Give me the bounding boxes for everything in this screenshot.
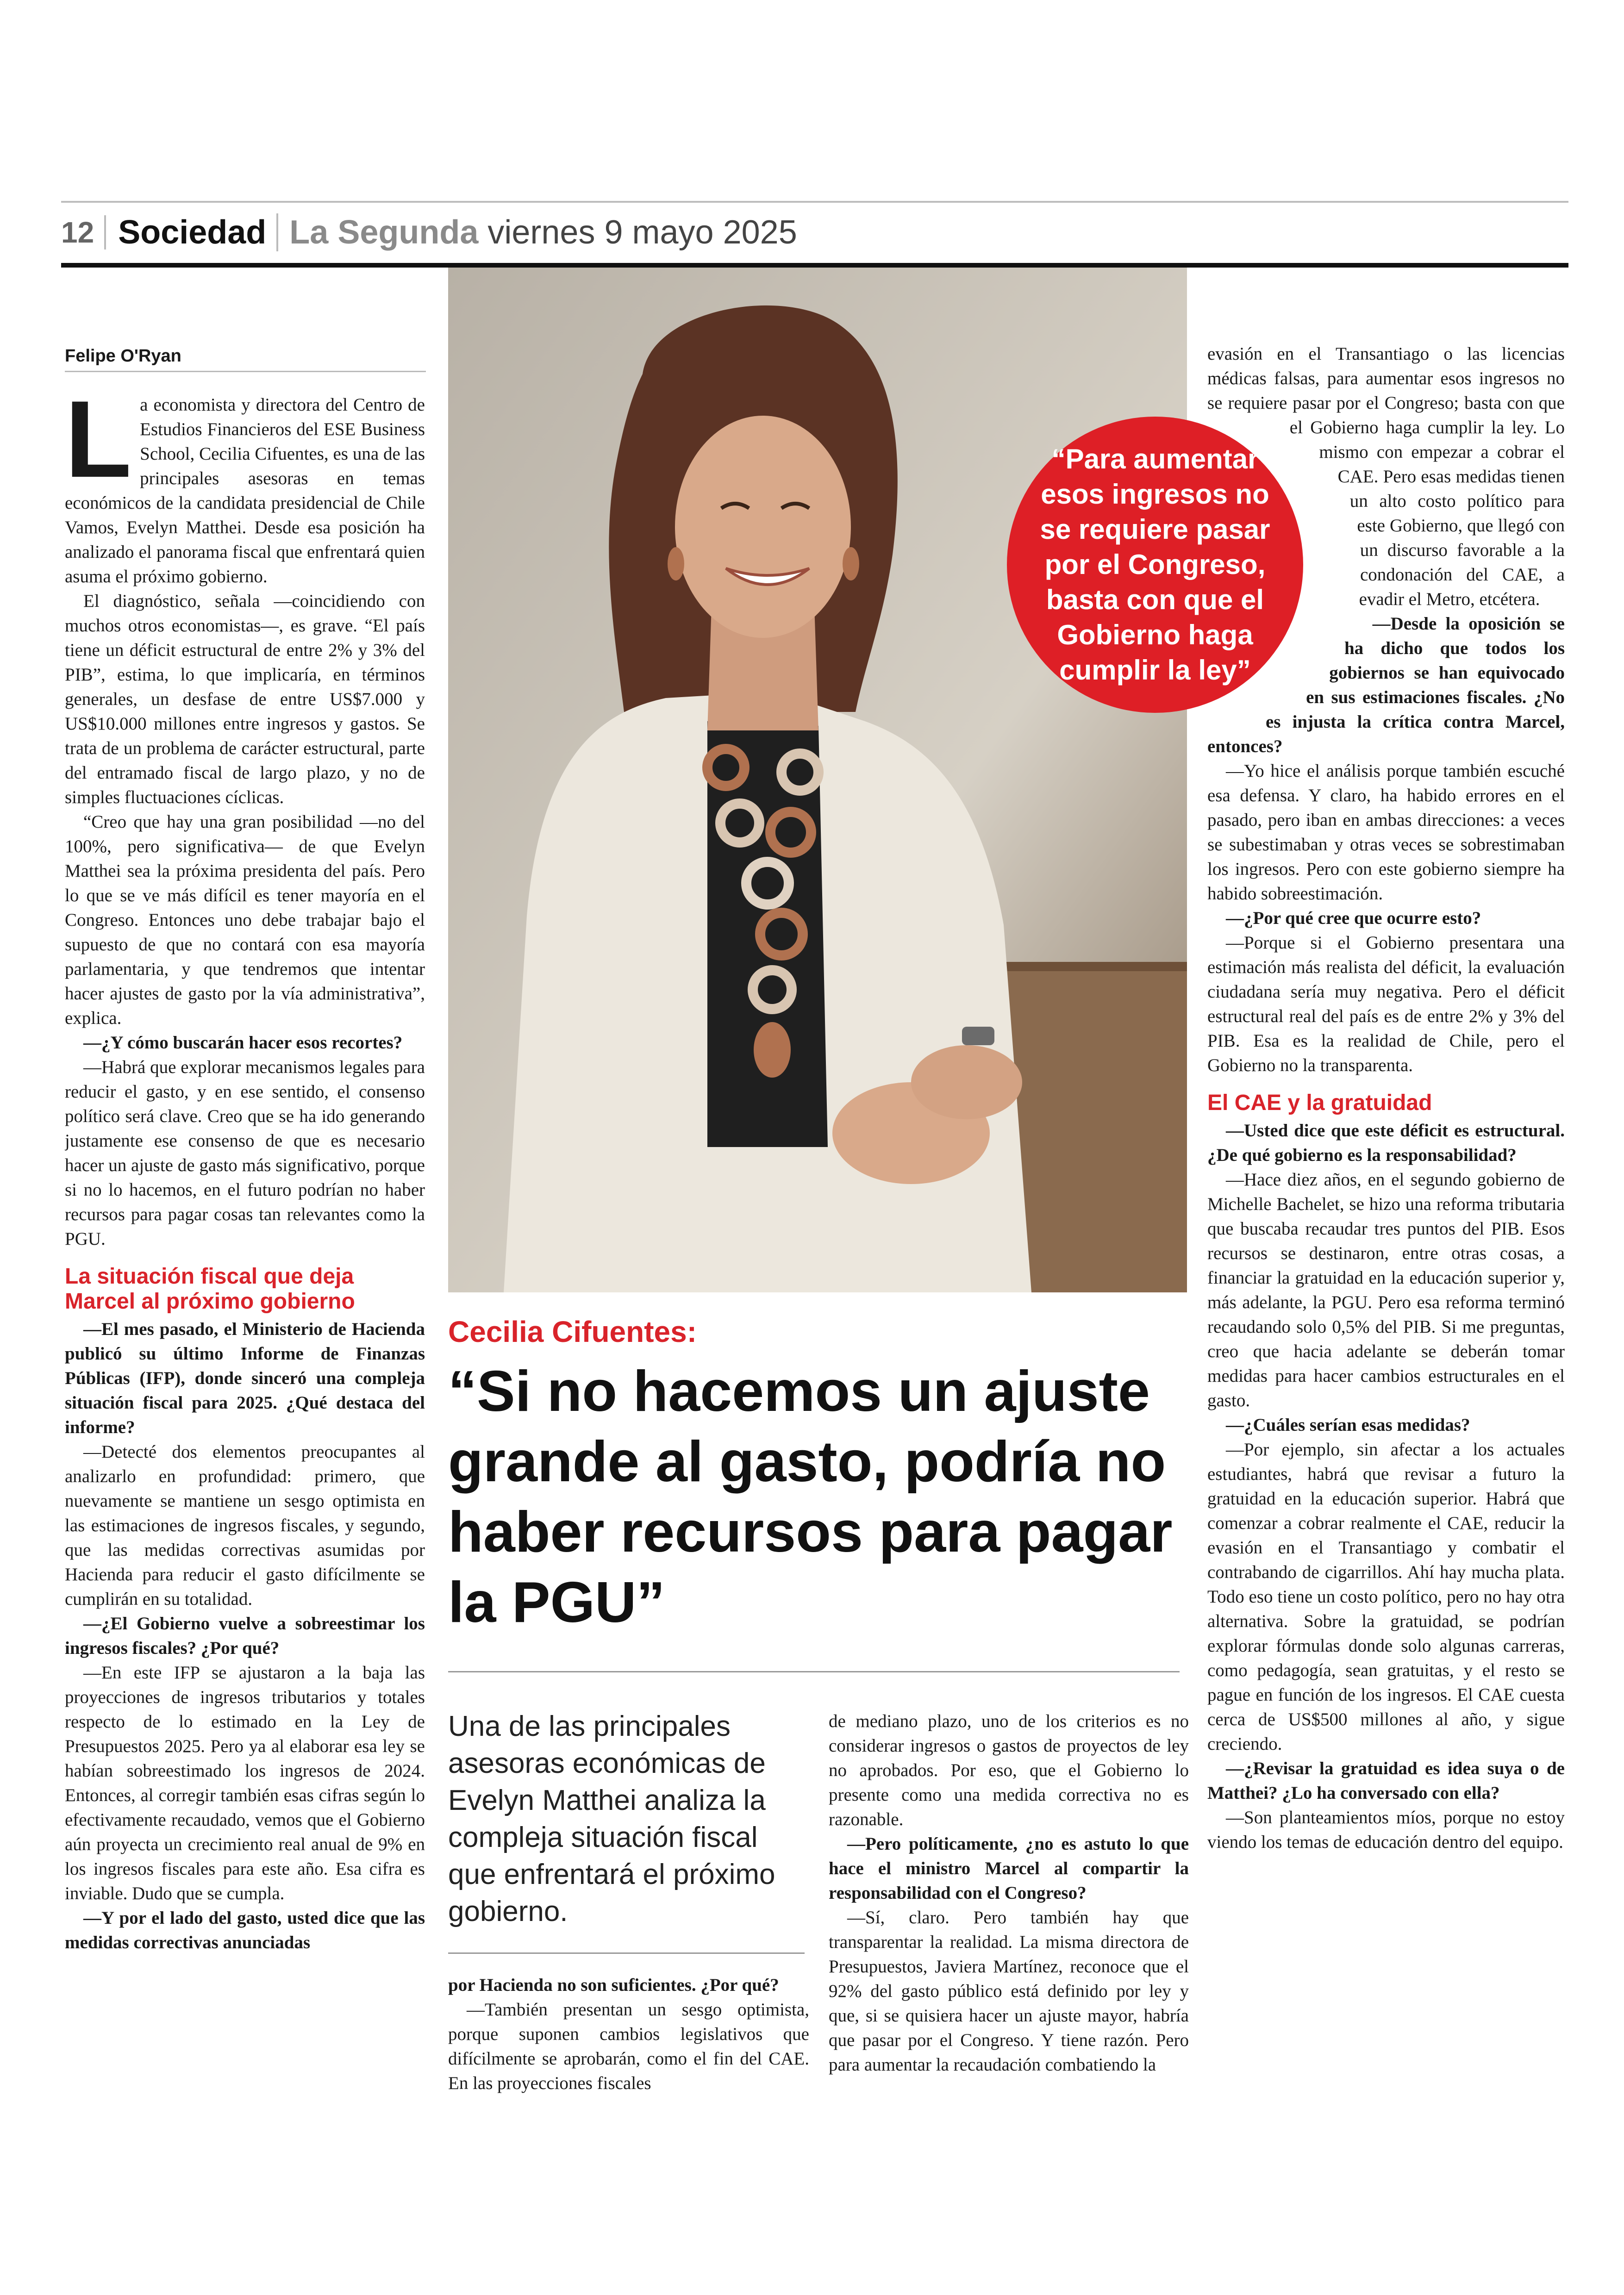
- interview-question: —¿Cuáles serían esas medidas?: [1226, 1415, 1470, 1435]
- subheading: El CAE y la gratuidad: [1207, 1091, 1432, 1115]
- article-column-3: [829, 1709, 1189, 2126]
- page-number: 12: [61, 215, 106, 249]
- subheading: La situación fiscal que deja Marcel al próximo gobierno: [65, 1264, 355, 1314]
- headline-rule: [448, 1671, 1180, 1672]
- paragraph: “Creo que hay una gran posibilidad —no del 100%, pero significativa— de que Evelyn Matthei sea la próxima presidenta del país. Pero lo que se ve más difícil es tener mayoría en el Congreso. Entonces uno debe trabajar bajo el supuesto de que no contará con esa mayoría parlamentaria, y que tendremos que intentar hacer ajustes de gasto por la vía administrativa”, explica.: [65, 812, 425, 1028]
- interview-answer: —Detecté dos elementos preocupantes al analizarlo en profundidad: primero, que nuevamente se mantiene un sesgo optimista en las estimaciones de ingresos fiscales, y segundo, que las medidas correctivas asumidas por Hacienda para reducir el gasto difícilmente se cumplirán en su totalidad.: [65, 1442, 425, 1609]
- interview-question: —¿Y cómo buscarán hacer esos recortes?: [83, 1033, 403, 1053]
- interview-question: —¿Revisar la gratuidad es idea suya o de Matthei? ¿Lo ha conversado con ella?: [1207, 1759, 1565, 1803]
- interview-answer: —En este IFP se ajustaron a la baja las proyecciones de ingresos tributarios y totales respecto de lo estimado en la Ley de Presupuestos 2025. Pero ya al elaborar esa ley se habían sobreestimado los ingresos de 2024. Entonces, al corregir también esas cifras según lo efectivamente recaudado, vemos que el Gobierno aún proyecta un crecimiento real anual de 9% en los ingresos fiscales para este año. Esa cifra es inviable. Dudo que se cumpla.: [65, 1663, 425, 1903]
- drop-cap: L: [65, 393, 132, 500]
- article-column-4: [1207, 342, 1565, 2133]
- section-name: Sociedad: [106, 213, 278, 251]
- interview-question: —Y por el lado del gasto, usted dice que las medidas correctivas anunciadas: [65, 1908, 425, 1952]
- portrait-illustration: [448, 268, 1187, 1292]
- interview-answer: —Habrá que explorar mecanismos legales para reducir el gasto, y en ese sentido, el consenso político será clave. Creo que se ha ido generando justamente ese consenso de que es necesario hacer un ajuste de gasto más significativo, porque si no lo hacemos, en el futuro podrían no haber recursos para pagar cosas tan relevantes como la PGU.: [65, 1057, 425, 1249]
- header-top-rule: [61, 201, 1568, 203]
- publication-date: viernes 9 mayo 2025: [487, 214, 797, 251]
- interview-question: por Hacienda no son suficientes. ¿Por qué?: [448, 1975, 779, 1995]
- interview-question: —Desde la oposición se ha dicho que todos los gobiernos se han equivocado en sus estimaciones fiscales. ¿No es injusta la crítica contra Marcel, entonces?: [1207, 614, 1565, 756]
- deck: Una de las principales asesoras económicas de Evelyn Matthei analiza la compleja situación fiscal que enfrentará el próximo gobierno.: [448, 1710, 775, 1927]
- pull-quote-text: “Para aumentar esos ingresos no se requiere pasar por el Congreso, basta con que el Gobierno haga cumplir la ley”: [1040, 443, 1270, 686]
- interview-answer: de mediano plazo, uno de los criterios es no considerar ingresos o gastos de proyectos de ley no aprobados. Por eso, que el Gobierno lo presente como una medida correctiva no es razonable.: [829, 1711, 1189, 1829]
- byline: Felipe O'Ryan: [65, 346, 426, 372]
- interview-answer: evasión en el Transantiago o las licencias médicas falsas, para aumentar esos ingresos no se requiere pasar por el Congreso; basta con que el Gobierno haga cumplir la ley. Lo mismo con empezar a cobrar el CAE. Pero esas medidas tienen un alto costo político para este Gobierno, que llegó con un discurso favorable a la condonación del CAE, a evadir el Metro, etcétera.: [1207, 344, 1565, 609]
- interview-answer: —Hace diez años, en el segundo gobierno de Michelle Bachelet, se hizo una reforma tributaria que buscaba recaudar tres puntos del PIB. Esos recursos se destinaron, entre otras cosas, a financiar la gratuidad en la educación superior y, más adelante, la PGU. Pero esa reforma terminó recaudando solo 0,5% del PIB. Si me preguntas, creo que hacia adelante se deberán tomar medidas para hacer cambios estructurales en el gasto.: [1207, 1170, 1565, 1410]
- interview-answer: —Porque si el Gobierno presentara una estimación más realista del déficit, la evaluación ciudadana sería muy negativa. Pero el déficit estructural real del país es de entre 2% y 3% del PIB. Esa es la realidad de Chile, pero el Gobierno no la transparenta.: [1207, 933, 1565, 1075]
- page-header: [61, 209, 797, 256]
- interview-answer: —Son planteamientos míos, porque no estoy viendo los temas de educación dentro del equipo.: [1207, 1808, 1565, 1852]
- interview-question: —¿Por qué cree que ocurre esto?: [1226, 908, 1481, 928]
- interview-question: —¿El Gobierno vuelve a sobreestimar los ingresos fiscales? ¿Por qué?: [65, 1614, 425, 1658]
- paragraph: a economista y directora del Centro de Estudios Financieros del ESE Business School, Cecilia Cifuentes, es una de las principales asesoras en temas económicos de la candidata presidencial de Chile Vamos, Evelyn Matthei. Desde esa posición ha analizado el panorama fiscal que enfrentará quien asuma el próximo gobierno.: [65, 395, 425, 586]
- header-bottom-rule: [61, 263, 1568, 268]
- interview-question: —Pero políticamente, ¿no es astuto lo que hace el ministro Marcel al compartir la responsabilidad con el Congreso?: [829, 1834, 1189, 1903]
- deck-rule: [448, 1952, 805, 1954]
- interview-answer: —Yo hice el análisis porque también escuché esa defensa. Y claro, ha habido errores en el pasado, pero iban en ambas direcciones: a veces se subestimaban y otras veces se sobrestimaban los ingresos. Pero con este gobierno siempre ha habido sobreestimación.: [1207, 761, 1565, 904]
- headline-kicker: Cecilia Cifuentes:: [448, 1315, 697, 1348]
- headline: “Si no hacemos un ajuste grande al gasto, podría no haber recursos para pagar la PGU”: [448, 1360, 1173, 1634]
- paragraph: El diagnóstico, señala —coincidiendo con muchos otros economistas—, es grave. “El país tiene un déficit estructural de entre 2% y 3% del PIB”, estima, lo que implicaría, en términos generales, un desfase de entre US$7.000 y US$10.000 millones entre ingresos y gastos. Se trata de un problema de carácter estructural, parte del entramado fiscal de largo plazo, y no de simples fluctuaciones cíclicas.: [65, 591, 425, 807]
- interview-question: —Usted dice que este déficit es estructural. ¿De qué gobierno es la responsabilidad?: [1207, 1121, 1565, 1165]
- interview-answer: —También presentan un sesgo optimista, porque suponen cambios legislativos que difícilmente se aprobarán, como el fin del CAE. En las proyecciones fiscales: [448, 2000, 809, 2093]
- interview-answer: —Por ejemplo, sin afectar a los actuales estudiantes, habrá que revisar a futuro la gratuidad en la educación superior. Habrá que comenzar a cobrar realmente el CAE, reducir la evasión en el Transantiago y combatir el contrabando de cigarrillos. Ahí hay mucha plata. Todo eso tiene un costo político, pero no hay otra alternativa. Sobre la gratuidad, se podrían explorar fórmulas donde solo algunas carreras, como pedagogía, sean gratuitas, y el resto se pague en función de los ingresos. El CAE cuesta cerca de US$500 millones al año, y sigue creciendo.: [1207, 1440, 1565, 1754]
- article-column-1: [65, 393, 425, 2124]
- newspaper-name: La Segunda: [289, 214, 479, 251]
- portrait-photo: [448, 268, 1187, 1292]
- article-column-2: [448, 1973, 809, 2139]
- interview-question: —El mes pasado, el Ministerio de Hacienda publicó su último Informe de Finanzas Públicas (IFP), donde sinceró una compleja situación fiscal para 2025. ¿Qué destaca del informe?: [65, 1319, 425, 1437]
- interview-answer: —Sí, claro. Pero también hay que transparentar la realidad. La misma directora de Presupuestos, Javiera Martínez, reconoce que el 92% del gasto público está definido por ley y que, si se quisiera hacer un ajuste mayor, habría que pasar por el Congreso. Y tiene razón. Pero para aumentar la recaudación combatiendo la: [829, 1908, 1189, 2075]
